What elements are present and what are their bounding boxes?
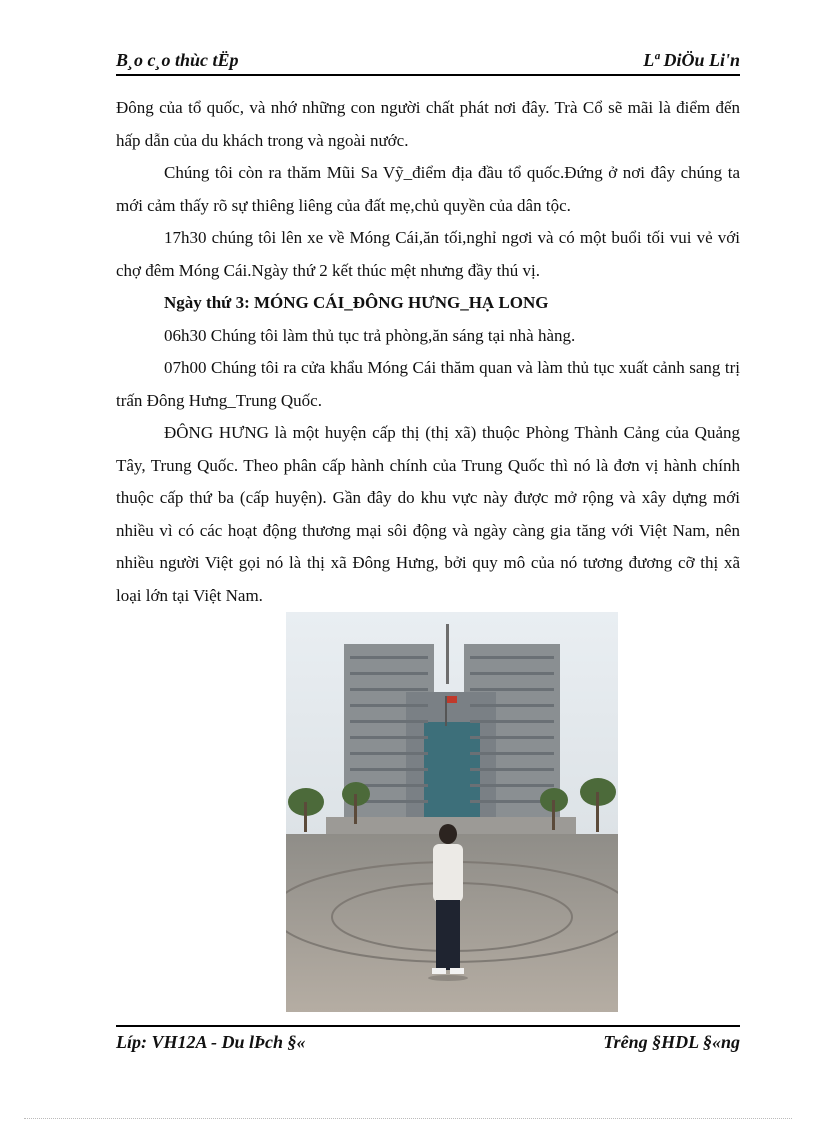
page-edge <box>24 1118 792 1119</box>
header-title: B¸o c¸o thùc tËp <box>116 50 239 70</box>
photo-government-building <box>286 612 618 1012</box>
paragraph-border-gate: 07h00 Chúng tôi ra cửa khẩu Móng Cái thăm quan và làm thủ tục xuất cảnh sang trị trấn Đông Hưng_Trung Quốc. <box>116 358 740 410</box>
paragraph-mui-sa-vy: Chúng tôi còn ra thăm Mũi Sa Vỹ_điểm địa đầu tổ quốc.Đứng ở nơi đây chúng ta mới cảm thấy rõ sự thiêng liêng của đất mẹ,chủ quyền của dân tộc. <box>116 163 740 215</box>
paragraph-evening: 17h30 chúng tôi lên xe về Móng Cái,ăn tối,nghỉ ngơi và có một buổi tối vui vẻ với chợ đêm Móng Cái.Ngày thứ 2 kết thúc mệt nhưng đầy thú vị. <box>116 228 740 280</box>
footer-divider <box>116 1025 740 1027</box>
header-author: Lª DiÖu Li'n <box>643 50 740 70</box>
page-header <box>116 50 740 74</box>
header-divider <box>116 74 740 76</box>
day-3-heading: Ngày thứ 3: MÓNG CÁI_ĐÔNG HƯNG_HẠ LONG <box>164 293 549 312</box>
paragraph-continuation: Đông của tổ quốc, và nhớ những con người chất phát nơi đây. Trà Cổ sẽ mãi là điểm đến hấp dẫn của du khách trong và ngoài nước. <box>116 98 740 150</box>
footer-class: Líp: VH12A - Du lÞch §« <box>116 1032 306 1052</box>
paragraph-dong-hung: ĐÔNG HƯNG là một huyện cấp thị (thị xã) thuộc Phòng Thành Cảng của Quảng Tây, Trung Quốc. Theo phân cấp hành chính của Trung Quốc thì nó là đơn vị hành chính thuộc cấp thứ ba (cấp huyện). Gần đây do khu vực này được mở rộng và xây dựng mới nhiều vì có các hoạt động thương mại sôi động và ngày càng gia tăng với Việt Nam, nên nhiều người Việt gọi nó là thị xã Đông Hưng, bởi quy mô của nó tương đương cỡ thị xã loại lớn tại Việt Nam. <box>116 423 740 605</box>
footer-school: Trêng §HDL §«ng <box>603 1032 740 1052</box>
paragraph-checkout: 06h30 Chúng tôi làm thủ tục trả phòng,ăn sáng tại nhà hàng. <box>164 325 576 345</box>
page-footer <box>116 1030 740 1080</box>
body-text <box>116 92 740 612</box>
